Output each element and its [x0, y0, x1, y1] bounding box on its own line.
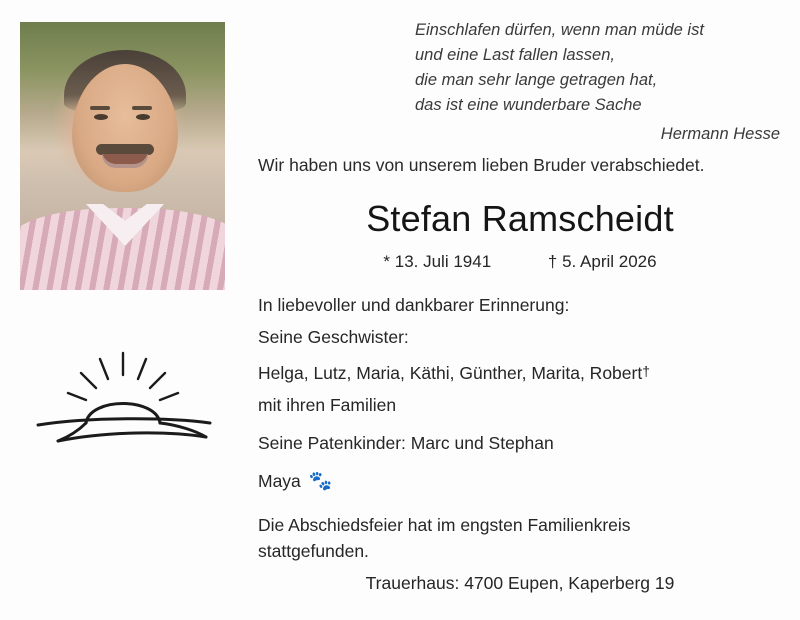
sunrise-logo	[28, 345, 218, 445]
portrait-photo	[20, 22, 225, 290]
mourning-house: Trauerhaus: 4700 Eupen, Kaperberg 19	[365, 573, 675, 593]
families-line: mit ihren Familien	[258, 395, 397, 415]
portrait-image	[20, 22, 225, 290]
death-date: † 5. April 2026	[547, 252, 657, 271]
portrait-eyebrow-left	[90, 106, 110, 110]
portrait-mouth	[102, 154, 148, 168]
siblings-title: Seine Geschwister:	[258, 327, 409, 347]
godchildren-line: Seine Patenkinder: Marc und Stephan	[258, 433, 554, 453]
birth-date: * 13. Juli 1941	[383, 252, 492, 271]
left-column	[0, 0, 240, 620]
poem-line-4: das ist eine wunderbare Sache	[415, 96, 642, 114]
siblings-names-text: Helga, Lutz, Maria, Käthi, Günther, Marita, Robert	[258, 363, 643, 383]
poem-author: Hermann Hesse	[660, 125, 780, 143]
poem-line-3: die man sehr lange getragen hat,	[415, 71, 658, 89]
closing-text	[258, 512, 798, 564]
portrait-eye-right	[136, 114, 150, 120]
right-column	[240, 0, 800, 620]
closing-line-1: Die Abschiedsfeier hat im engsten Familienkreis	[258, 515, 631, 535]
closing-line-2: stattgefunden.	[258, 541, 369, 561]
paw-icon: 🐾	[308, 471, 333, 492]
poem	[415, 18, 780, 147]
portrait-eye-left	[94, 114, 108, 120]
memory-line: In liebevoller und dankbarer Erinnerung:	[258, 295, 570, 315]
siblings-names	[258, 356, 798, 388]
siblings-names-dagger: †	[642, 363, 651, 379]
pet-name: Maya	[258, 471, 301, 491]
intro-text: Wir haben uns von unserem lieben Bruder verabschiedet.	[258, 155, 705, 175]
portrait-eyebrow-right	[132, 106, 152, 110]
pet-line	[258, 466, 798, 497]
poem-line-1: Einschlafen dürfen, wenn man müde ist	[415, 21, 704, 39]
deceased-name: Stefan Ramscheidt	[366, 198, 674, 239]
poem-line-2: und eine Last fallen lassen,	[415, 46, 615, 64]
life-dates	[240, 252, 800, 272]
